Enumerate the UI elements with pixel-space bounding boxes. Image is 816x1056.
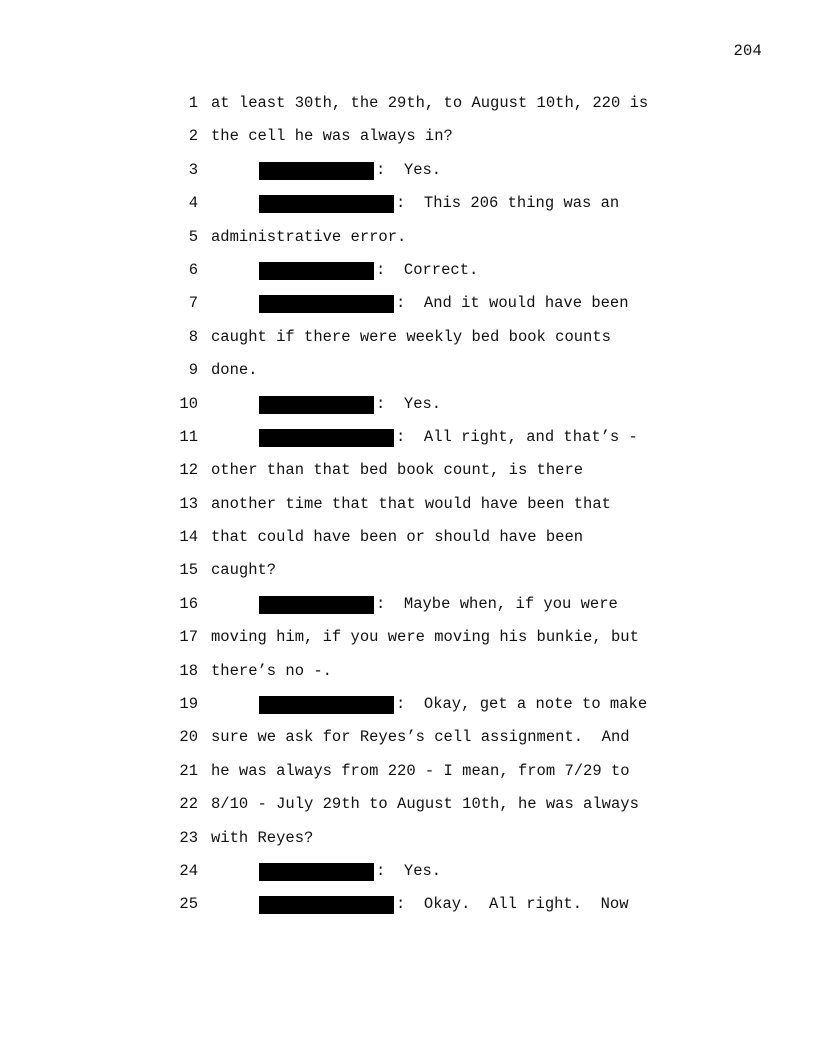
transcript-line: [0, 822, 816, 855]
line-number: 3: [188, 160, 198, 179]
transcript-line: [0, 87, 816, 120]
line-number: 17: [179, 628, 198, 647]
line-number: 21: [179, 761, 198, 780]
line-number: 12: [179, 461, 198, 480]
speaker-name-redaction: [259, 295, 394, 313]
line-number: 13: [179, 494, 198, 513]
speaker-name-redaction: [259, 863, 374, 881]
line-text: another time that that would have been that: [211, 494, 611, 513]
line-number: 18: [179, 661, 198, 680]
transcript-body: [0, 87, 816, 922]
line-number: 2: [188, 127, 198, 146]
transcript-line: [0, 588, 816, 621]
speaker-name-redaction: [259, 262, 374, 280]
speaker-utterance: : Yes.: [376, 394, 442, 413]
speaker-utterance: : And it would have been: [396, 294, 629, 313]
line-text: the cell he was always in?: [211, 127, 453, 146]
transcript-line: [0, 888, 816, 921]
line-text: other than that bed book count, is there: [211, 461, 584, 480]
speaker-utterance: : Maybe when, if you were: [376, 594, 618, 613]
line-number: 24: [179, 861, 198, 880]
line-number: 8: [188, 327, 198, 346]
speaker-utterance: : Yes.: [376, 861, 442, 880]
transcript-line: [0, 321, 816, 354]
transcript-line: [0, 221, 816, 254]
line-number: 4: [188, 194, 198, 213]
transcript-line: [0, 521, 816, 554]
speaker-name-redaction: [259, 596, 374, 614]
line-text: 8/10 - July 29th to August 10th, he was always: [211, 795, 639, 814]
speaker-utterance: : Okay. All right. Now: [396, 895, 629, 914]
transcript-line: [0, 788, 816, 821]
line-text: there’s no -.: [211, 661, 332, 680]
line-number: 23: [179, 828, 198, 847]
line-number: 25: [179, 895, 198, 914]
speaker-utterance: : Correct.: [376, 260, 479, 279]
line-text: at least 30th, the 29th, to August 10th, 220 is: [211, 94, 649, 112]
transcript-line: [0, 621, 816, 654]
speaker-utterance: : Okay, get a note to make: [396, 695, 648, 714]
line-number: 19: [179, 695, 198, 714]
line-text: administrative error.: [211, 227, 407, 246]
line-text: moving him, if you were moving his bunkie, but: [211, 628, 639, 647]
transcript-line: [0, 287, 816, 320]
line-text: caught?: [211, 561, 277, 580]
speaker-name-redaction: [259, 429, 394, 447]
line-number: 5: [188, 227, 198, 246]
line-text: with Reyes?: [211, 828, 314, 847]
page-number: 204: [733, 42, 762, 60]
line-number: 22: [179, 795, 198, 814]
line-number: 9: [188, 361, 198, 380]
line-text: caught if there were weekly bed book counts: [211, 327, 611, 346]
transcript-line: [0, 354, 816, 387]
speaker-name-redaction: [259, 162, 374, 180]
speaker-name-redaction: [259, 896, 394, 914]
speaker-utterance: : This 206 thing was an: [396, 194, 620, 213]
line-number: 6: [188, 260, 198, 279]
transcript-line: [0, 254, 816, 287]
line-text: done.: [211, 361, 258, 380]
transcript-line: [0, 454, 816, 487]
transcript-line: [0, 554, 816, 587]
transcript-line: [0, 488, 816, 521]
transcript-line: [0, 120, 816, 153]
transcript-line: [0, 655, 816, 688]
speaker-utterance: : Yes.: [376, 160, 442, 179]
transcript-line: [0, 187, 816, 220]
line-number: 7: [188, 294, 198, 313]
line-number: 11: [179, 427, 198, 446]
speaker-name-redaction: [259, 396, 374, 414]
line-number: 20: [179, 728, 198, 747]
line-number: 1: [188, 94, 198, 112]
line-text: he was always from 220 - I mean, from 7/29 to: [211, 761, 630, 780]
speaker-name-redaction: [259, 696, 394, 714]
line-text: sure we ask for Reyes’s cell assignment. And: [211, 728, 630, 747]
transcript-line: [0, 755, 816, 788]
transcript-line: [0, 721, 816, 754]
transcript-line: [0, 421, 816, 454]
line-text: that could have been or should have been: [211, 528, 584, 547]
transcript-line: [0, 688, 816, 721]
transcript-line: [0, 388, 816, 421]
transcript-line: [0, 154, 816, 187]
transcript-line: [0, 855, 816, 888]
line-number: 15: [179, 561, 198, 580]
line-number: 16: [179, 594, 198, 613]
speaker-utterance: : All right, and that’s -: [396, 427, 638, 446]
speaker-name-redaction: [259, 195, 394, 213]
line-number: 14: [179, 528, 198, 547]
line-number: 10: [179, 394, 198, 413]
